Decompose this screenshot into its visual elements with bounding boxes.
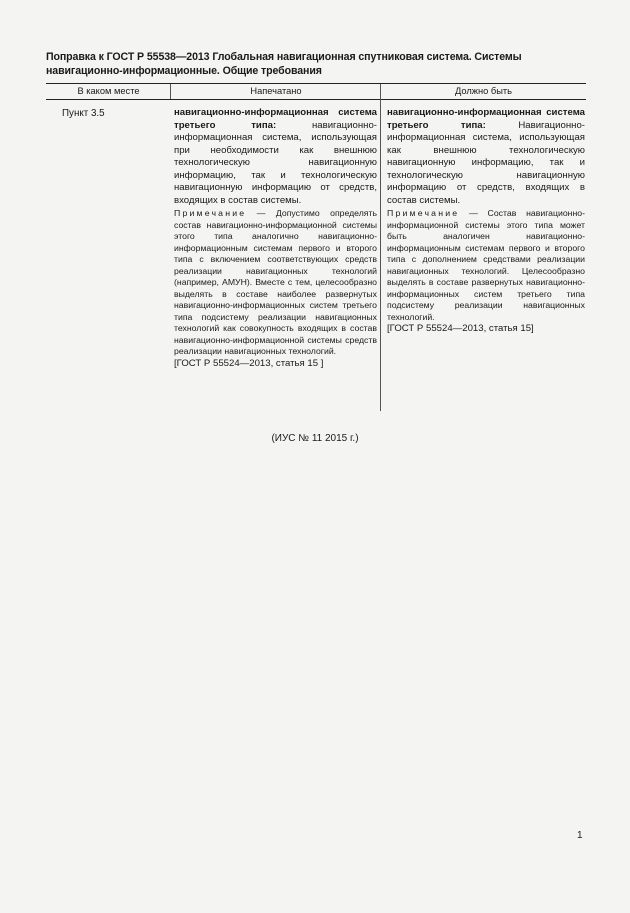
page-number: 1 (577, 830, 583, 841)
printed-definition-text: навигационно-информационная система, использующая при необходимости как внешнюю технологическую навигационную информацию, так и технологическую навигационную информацию от средств, входящих в состав системы. (174, 119, 377, 206)
should-be-note (387, 208, 585, 323)
header-should-be: Должно быть (454, 86, 512, 96)
cell-place: Пункт 3.5 (62, 108, 105, 119)
printed-note (174, 208, 377, 358)
cell-should-be (387, 107, 585, 335)
table-header-row (46, 83, 586, 100)
should-be-note-label: Примечание (387, 208, 460, 218)
printed-note-text: — Допустимо определять состав навигационно-информационной системы этого типа аналогично навигационно-информационным системам первого и второго типа с включением соответствующих средств реализации навигационных технологий (например, АМУН). Вместе с тем, целесообразно выделять в составе наиболее развернутых навигационно-информационных систем третьего типа подсистему реализации навигационных технологий как совокупность входящих в состав навигационно-информационной системы средств реализации навигационных технологий. (174, 208, 378, 356)
printed-note-label: Примечание (174, 208, 247, 218)
header-place: В каком месте (77, 86, 140, 96)
printed-term: навигационно-информационная система третьего типа: (174, 107, 377, 131)
column-divider (170, 84, 171, 99)
header-printed: Напечатано (250, 86, 302, 96)
printed-reference: [ГОСТ Р 55524—2013, статья 15 ] (174, 357, 324, 369)
table-row (46, 100, 586, 412)
should-be-reference: [ГОСТ Р 55524—2013, статья 15] (387, 323, 534, 334)
should-be-term: навигационно-информационная система третьего типа: (387, 107, 585, 131)
should-be-definition (387, 107, 585, 207)
should-be-definition-text: Навигационно-информационная система, использующая как внешнюю технологическую навигационную информацию, так и технологическую навигационную информацию от средств, входящих в состав системы. (387, 119, 585, 206)
source-note: (ИУС № 11 2015 г.) (271, 433, 359, 444)
should-be-note-text: — Состав навигационно-информационной системы этого типа может быть аналогичен навигационно-информационным системам первого и второго типа с дополнением средствами реализации навигационных технологий. Целесообразно выделять в составе развернутых навигационно-информационных систем третьего типа подсистему реализации навигационных технологий. (387, 208, 585, 322)
correction-table (46, 83, 586, 412)
document-title: Поправка к ГОСТ Р 55538—2013 Глобальная навигационная спутниковая система. Системы навигационно-информационные. Общие требования (46, 51, 522, 77)
printed-definition (174, 107, 377, 207)
cell-printed (174, 107, 377, 370)
